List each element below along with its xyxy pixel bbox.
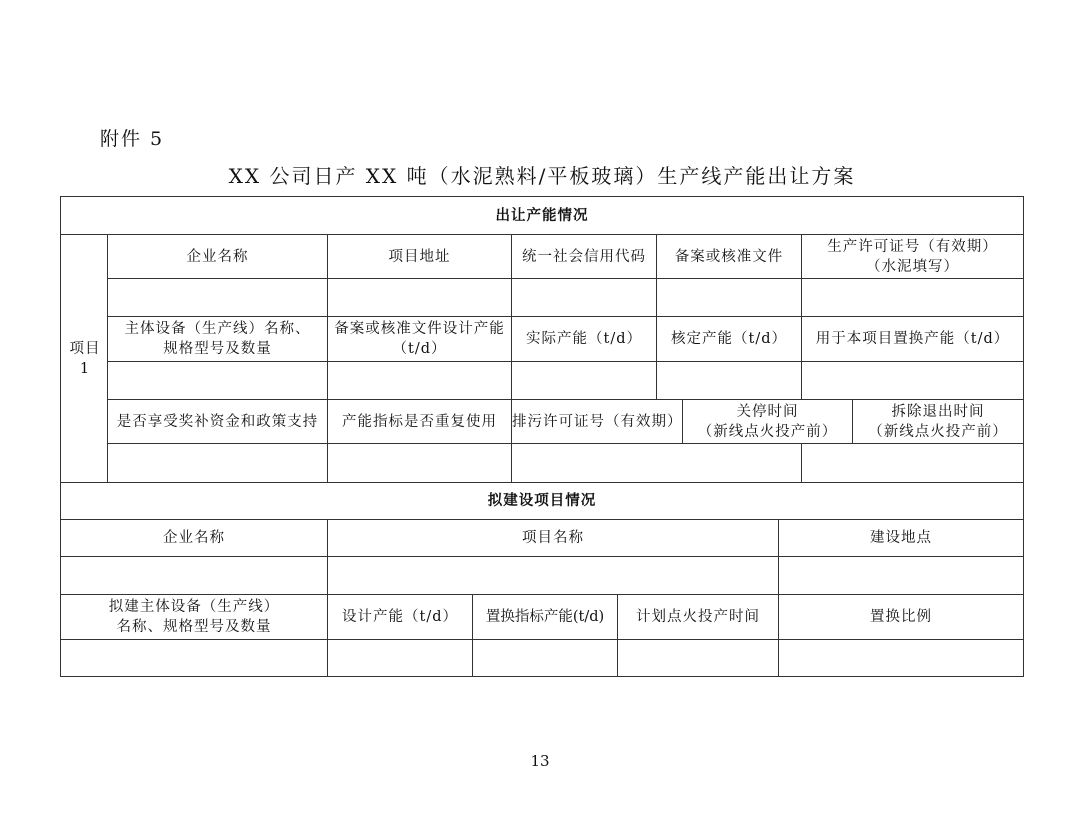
value-cell[interactable] [327,639,473,677]
value-cell[interactable] [327,278,512,317]
value-cell[interactable] [60,556,328,595]
value-cell[interactable] [472,639,618,677]
value-cell[interactable] [511,278,657,317]
value-cell[interactable] [511,443,802,483]
header-replacement-capacity: 用于本项目置换产能（t/d） [801,316,1024,362]
transfer-section-header: 出让产能情况 [60,196,1024,235]
value-cell[interactable] [60,639,328,677]
header-demolition-time: 拆除退出时间 （新线点火投产前） [852,399,1024,444]
header-planned-equipment: 拟建主体设备（生产线） 名称、规格型号及数量 [60,594,328,640]
header-planned-ignition-time: 计划点火投产时间 [617,594,779,640]
header-design-capacity: 备案或核准文件设计产能 （t/d） [327,316,512,362]
build-section-header: 拟建设项目情况 [60,482,1024,520]
header-filing-document: 备案或核准文件 [656,234,802,279]
project-label: 项目 1 [60,234,108,483]
header-replacement-indicator: 置换指标产能(t/d) [472,594,618,640]
header-credit-code: 统一社会信用代码 [511,234,657,279]
value-cell[interactable] [327,443,512,483]
header-production-license: 生产许可证号（有效期） （水泥填写） [801,234,1024,279]
value-cell[interactable] [656,278,802,317]
header-enterprise-name: 企业名称 [107,234,328,279]
header-indicator-reuse: 产能指标是否重复使用 [327,399,512,444]
value-cell[interactable] [778,556,1024,595]
header-actual-capacity: 实际产能（t/d） [511,316,657,362]
value-cell[interactable] [107,278,328,317]
header-main-equipment: 主体设备（生产线）名称、 规格型号及数量 [107,316,328,362]
attachment-label: 附件 5 [100,128,165,150]
header-replacement-ratio: 置换比例 [778,594,1024,640]
value-cell[interactable] [801,443,1024,483]
header-discharge-permit: 排污许可证号（有效期） [511,399,683,444]
value-cell[interactable] [656,361,802,400]
value-cell[interactable] [617,639,779,677]
header-subsidy-support: 是否享受奖补资金和政策支持 [107,399,328,444]
value-cell[interactable] [107,443,328,483]
document-title: XX 公司日产 XX 吨（水泥熟料/平板玻璃）生产线产能出让方案 [228,164,856,188]
value-cell[interactable] [801,361,1024,400]
header-build-design-capacity: 设计产能（t/d） [327,594,473,640]
value-cell[interactable] [801,278,1024,317]
value-cell[interactable] [107,361,328,400]
page-number: 13 [530,752,550,770]
header-approved-capacity: 核定产能（t/d） [656,316,802,362]
value-cell[interactable] [327,361,512,400]
value-cell[interactable] [778,639,1024,677]
header-project-address: 项目地址 [327,234,512,279]
header-shutdown-time: 关停时间 （新线点火投产前） [682,399,853,444]
header-build-location: 建设地点 [778,519,1024,557]
header-build-enterprise-name: 企业名称 [60,519,328,557]
value-cell[interactable] [511,361,657,400]
value-cell[interactable] [327,556,779,595]
header-project-name: 项目名称 [327,519,779,557]
